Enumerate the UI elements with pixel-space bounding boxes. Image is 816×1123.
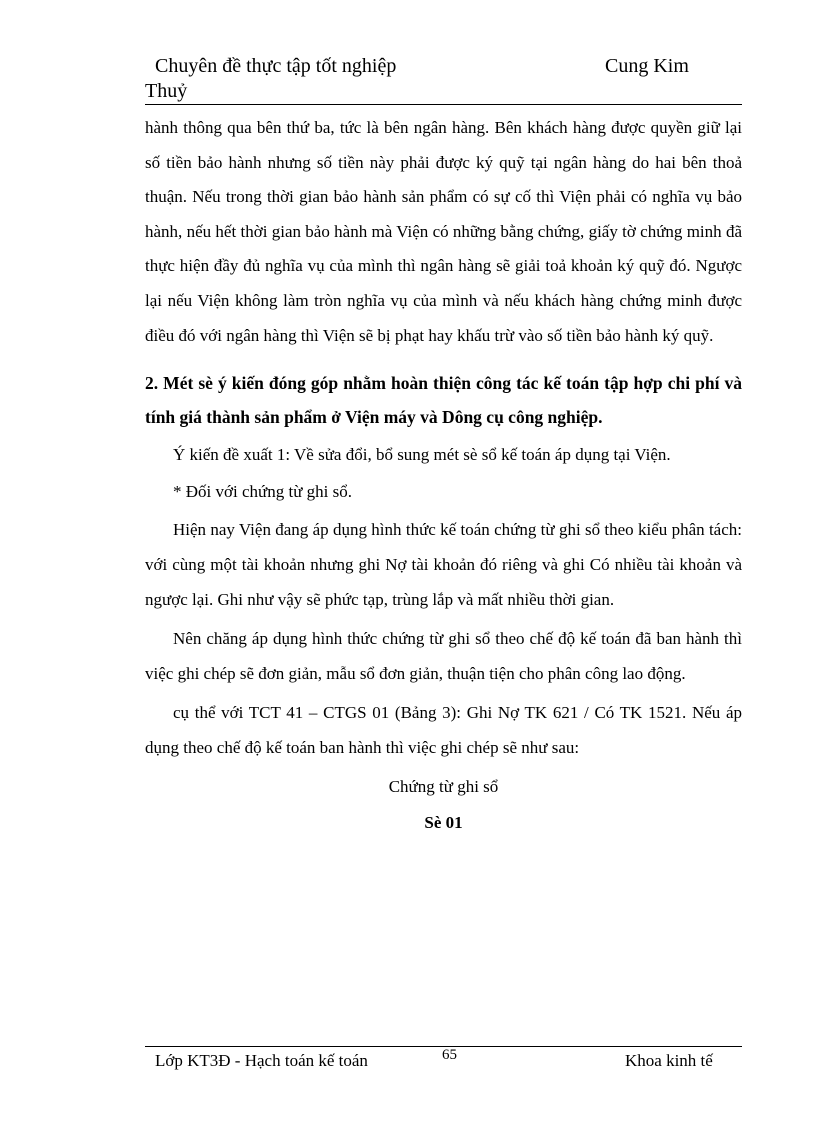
- page-footer: [145, 1046, 742, 1077]
- author-name-line2: Thuỷ: [145, 80, 188, 102]
- voucher-number: Sè 01: [424, 812, 463, 832]
- page-header: [145, 52, 742, 105]
- paragraph-proposal: Ý kiến đề xuất 1: Về sửa đổi, bổ sung mét sè sổ kế toán áp dụng tại Viện.: [173, 445, 671, 465]
- voucher-caption: Chứng từ ghi sổ: [388, 776, 499, 796]
- author-name-line1: Cung Kim: [605, 55, 689, 77]
- page-number: 65: [442, 1047, 457, 1063]
- paragraph-current-method: Hiện nay Viện đang áp dụng hình thức kế toán chứng từ ghi sổ theo kiểu phân tách: với cùng một tài khoản nhưng ghi Nợ tài khoản đó riêng và ghi Có nhiều tài khoản và ngược lại. Ghi như vậy sẽ phức tạp, trùng lắp và mất nhiều thời gian.: [145, 520, 742, 609]
- footer-faculty: Khoa kinh tế: [625, 1051, 713, 1070]
- paragraph-suggestion: Nên chăng áp dụng hình thức chứng từ ghi sổ theo chế độ kế toán đã ban hành thì việc ghi chép sẽ đơn giản, mẫu sổ đơn giản, thuận tiện cho phân công lao động.: [145, 629, 742, 683]
- paragraph-example: cụ thể với TCT 41 – CTGS 01 (Bảng 3): Ghi Nợ TK 621 / Có TK 1521. Nếu áp dụng theo chế độ kế toán ban hành thì việc ghi chép sẽ như sau:: [145, 703, 742, 757]
- section-heading: 2. Mét sè ý kiến đóng góp nhằm hoàn thiện công tác kế toán tập hợp chi phí và tính giá thành sản phẩm ở Viện máy và Dông cụ công nghiệp.: [145, 373, 742, 428]
- page-body: [145, 111, 742, 840]
- footer-class: Lớp KT3Đ - Hạch toán kế toán: [155, 1051, 368, 1070]
- paragraph-warranty: hành thông qua bên thứ ba, tức là bên ngân hàng. Bên khách hàng được quyền giữ lại số tiền bảo hành nhưng số tiền này phải được ký quỹ tại ngân hàng do hai bên thoả thuận. Nếu trong thời gian bảo hành sản phẩm có sự cố thì Viện phải có nghĩa vụ bảo hành, nếu hết thời gian bảo hành mà Viện có những bằng chứng, giấy tờ chứng minh đã thực hiện đầy đủ nghĩa vụ của mình thì ngân hàng sẽ giải toả khoản ký quỹ đó. Ngược lại nếu Viện không làm tròn nghĩa vụ của mình và nếu khách hàng chứng minh được điều đó với ngân hàng thì Viện sẽ bị phạt hay khấu trừ vào số tiền bảo hành ký quỹ.: [145, 118, 742, 345]
- paragraph-voucher: * Đối với chứng từ ghi sổ.: [173, 481, 352, 501]
- document-title: Chuyên đề thực tập tốt nghiệp: [155, 55, 397, 77]
